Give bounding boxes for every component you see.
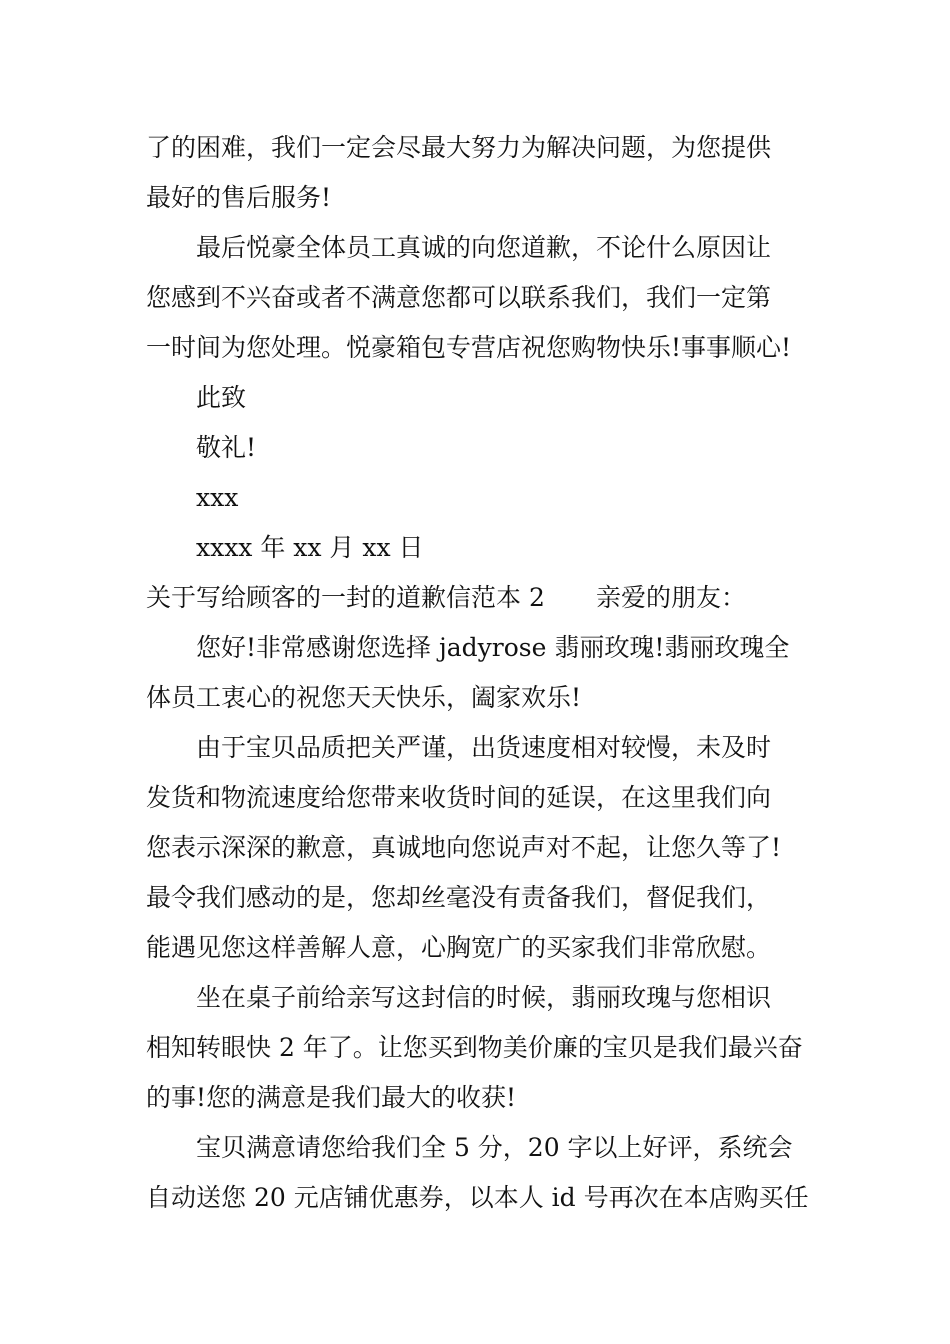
- text-line: 体员工衷心的祝您天天快乐，阖家欢乐!: [146, 683, 582, 712]
- text-line: 最令我们感动的是，您却丝毫没有责备我们，督促我们，: [146, 883, 772, 912]
- text-line: 的事!您的满意是我们最大的收获!: [146, 1083, 517, 1112]
- text-line: 您表示深深的歉意，真诚地向您说声对不起，让您久等了!: [146, 833, 782, 862]
- text-line: 一时间为您处理。悦豪箱包专营店祝您购物快乐!事事顺心!: [146, 333, 792, 362]
- text-line: 最后悦豪全体员工真诚的向您道歉，不论什么原因让: [196, 233, 772, 262]
- text-line: 发货和物流速度给您带来收货时间的延误，在这里我们向: [146, 783, 772, 812]
- text-line: 最好的售后服务!: [146, 183, 332, 212]
- text-line: 能遇见您这样善解人意，心胸宽广的买家我们非常欣慰。: [146, 933, 772, 962]
- closing-salutation: 此致: [196, 383, 247, 412]
- text-line: 宝贝满意请您给我们全 5 分，20 字以上好评，系统会: [196, 1133, 793, 1162]
- text-line: 了的困难，我们一定会尽最大努力为解决问题，为您提供: [146, 133, 772, 162]
- text-line: 相知转眼快 2 年了。让您买到物美价廉的宝贝是我们最兴奋: [146, 1033, 803, 1062]
- text-line: 您感到不兴奋或者不满意您都可以联系我们，我们一定第: [146, 283, 772, 312]
- text-line: 由于宝贝品质把关严谨，出货速度相对较慢，未及时: [196, 733, 772, 762]
- section-heading: 关于写给顾客的一封的道歉信范本 2: [146, 583, 545, 612]
- signature-date: xxxx 年 xx 月 xx 日: [196, 533, 424, 562]
- text-line: 坐在桌子前给亲写这封信的时候，翡丽玫瑰与您相识: [196, 983, 772, 1012]
- greeting: 亲爱的朋友：: [596, 583, 747, 612]
- text-line: 自动送您 20 元店铺优惠券，以本人 id 号再次在本店购买任: [146, 1183, 809, 1212]
- signature-name: xxx: [196, 483, 239, 512]
- closing-regards: 敬礼!: [196, 433, 257, 462]
- text-line: 您好!非常感谢您选择 jadyrose 翡丽玫瑰!翡丽玫瑰全: [196, 633, 790, 662]
